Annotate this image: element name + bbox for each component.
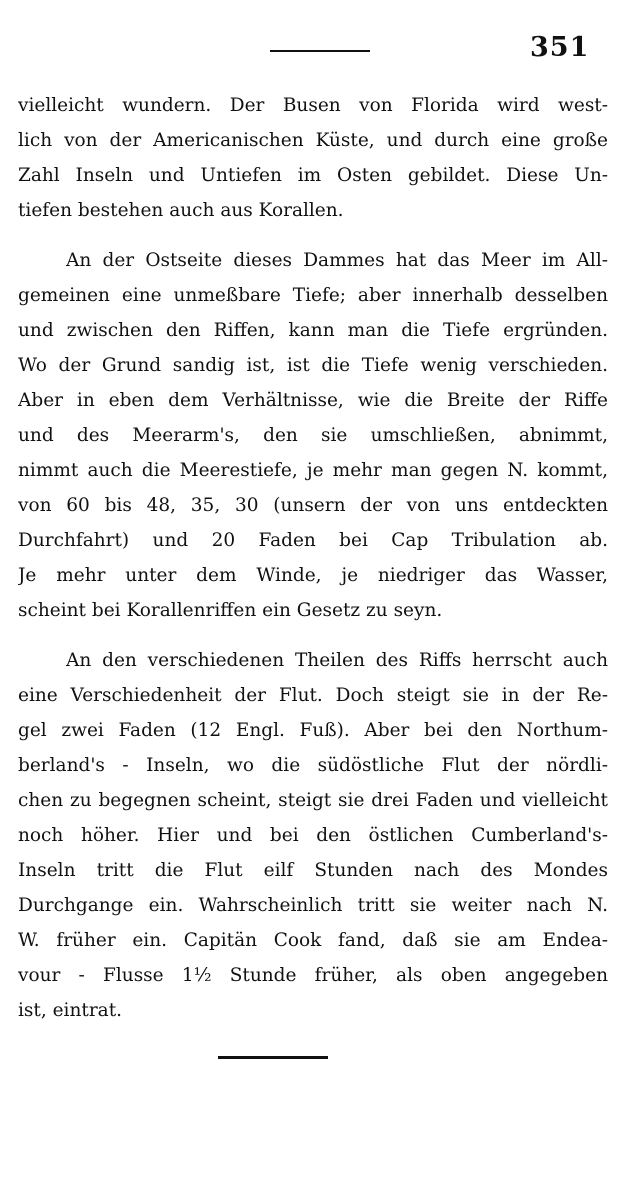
text-line: Je mehr unter dem Winde, je niedriger das Wasser, xyxy=(18,565,608,586)
text-line: W. früher ein. Capitän Cook fand, daß sie am Endea- xyxy=(18,930,608,951)
text-line: berland's - Inseln, wo die südöstliche Flut der nördli- xyxy=(18,755,608,776)
text-line: Zahl Inseln und Untiefen im Osten gebildet. Diese Un- xyxy=(18,165,608,186)
text-line: An den verschiedenen Theilen des Riffs herrscht auch xyxy=(66,650,608,671)
paragraph xyxy=(18,243,608,628)
text-line: Wo der Grund sandig ist, ist die Tiefe wenig verschieden. xyxy=(18,355,608,376)
paragraph xyxy=(18,643,608,1028)
text-line: gemeinen eine unmeßbare Tiefe; aber innerhalb desselben xyxy=(18,285,608,306)
text-line: An der Ostseite dieses Dammes hat das Meer im All- xyxy=(66,250,608,271)
text-line: scheint bei Korallenriffen ein Gesetz zu seyn. xyxy=(18,600,443,621)
footer-rule xyxy=(218,1056,328,1059)
text-line: Durchfahrt) und 20 Faden bei Cap Tribulation ab. xyxy=(18,530,608,551)
page-number: 351 xyxy=(530,32,590,63)
text-line: lich von der Americanischen Küste, und durch eine große xyxy=(18,130,608,151)
paragraph xyxy=(18,88,608,228)
text-line: noch höher. Hier und bei den östlichen Cumberland's- xyxy=(18,825,608,846)
text-line: und zwischen den Riffen, kann man die Tiefe ergründen. xyxy=(18,320,608,341)
body-text xyxy=(18,88,608,1028)
text-line: und des Meerarm's, den sie umschließen, abnimmt, xyxy=(18,425,608,446)
header-rule xyxy=(270,50,370,52)
text-line: vour - Flusse 1½ Stunde früher, als oben angegeben xyxy=(18,965,608,986)
text-line: nimmt auch die Meerestiefe, je mehr man gegen N. kommt, xyxy=(18,460,608,481)
text-line: Durchgange ein. Wahrscheinlich tritt sie weiter nach N. xyxy=(18,895,608,916)
text-line: eine Verschiedenheit der Flut. Doch steigt sie in der Re- xyxy=(18,685,608,706)
text-line: gel zwei Faden (12 Engl. Fuß). Aber bei den Northum- xyxy=(18,720,608,741)
text-line: von 60 bis 48, 35, 30 (unsern der von uns entdeckten xyxy=(18,495,608,516)
text-line: vielleicht wundern. Der Busen von Florida wird west- xyxy=(18,95,608,116)
text-line: tiefen bestehen auch aus Korallen. xyxy=(18,200,344,221)
text-line: Inseln tritt die Flut eilf Stunden nach des Mondes xyxy=(18,860,608,881)
text-line: chen zu begegnen scheint, steigt sie drei Faden und vielleicht xyxy=(18,790,608,811)
text-line: Aber in eben dem Verhältnisse, wie die Breite der Riffe xyxy=(18,390,608,411)
text-line: ist, eintrat. xyxy=(18,1000,123,1021)
